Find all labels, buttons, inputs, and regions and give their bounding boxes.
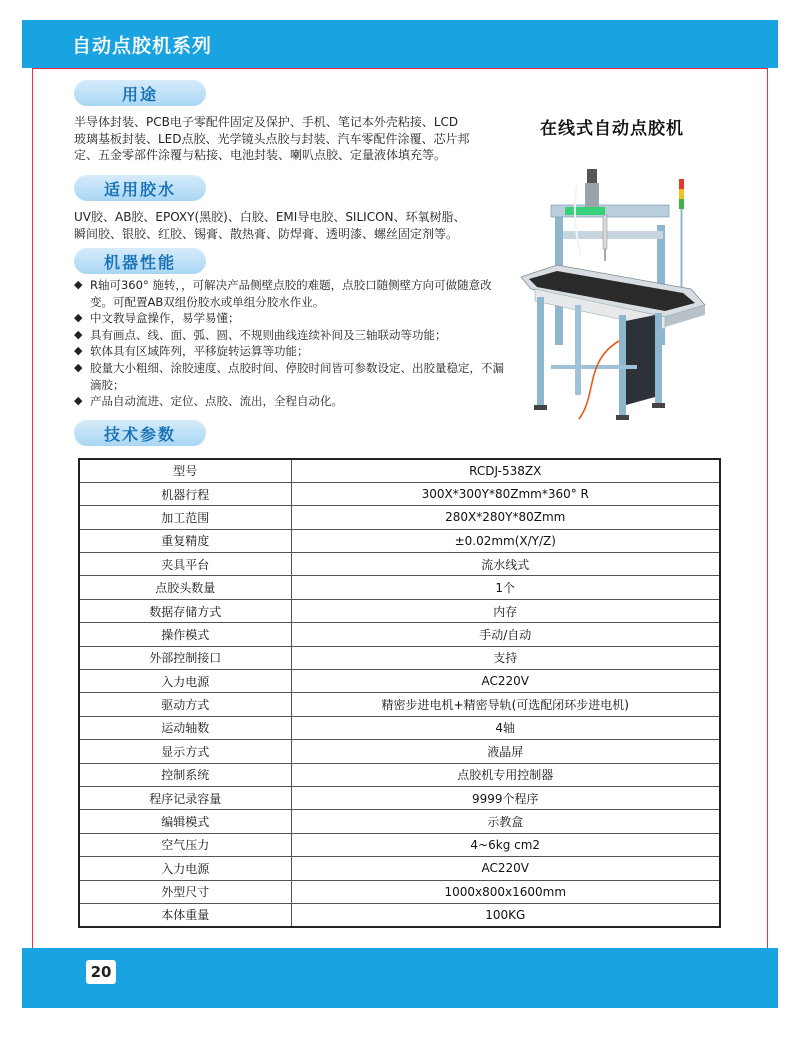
spec-label: 重复精度: [79, 529, 291, 552]
spec-value: 点胶机专用控制器: [291, 763, 720, 786]
table-row: [79, 716, 720, 739]
table-row: [79, 833, 720, 856]
diamond-bullet-icon: ◆: [74, 344, 83, 358]
spec-label: 外型尺寸: [79, 880, 291, 903]
table-row: [79, 623, 720, 646]
table-row: [79, 903, 720, 927]
spec-value: 示教盒: [291, 810, 720, 833]
list-item: ◆ 中文教导盒操作，易学易懂；: [74, 311, 240, 326]
machine-title: 在线式自动点胶机: [540, 119, 684, 139]
spec-label: 编辑模式: [79, 810, 291, 833]
list-item: ◆ 胶量大小粗细、涂胶速度、点胶时间、停胶时间皆可参数设定、出胶量稳定，不漏滴胶；: [74, 360, 504, 392]
page-number: 20: [86, 960, 116, 984]
table-row: [79, 646, 720, 669]
diamond-bullet-icon: ◆: [74, 311, 83, 325]
spec-value: RCDJ-538ZX: [291, 459, 720, 482]
spec-value: 1个: [291, 576, 720, 599]
syringe: [603, 215, 607, 249]
spec-label: 控制系统: [79, 763, 291, 786]
spec-value: 4~6kg cm2: [291, 833, 720, 856]
section-usage-heading: 用途: [74, 80, 206, 106]
spec-value: ±0.02mm(X/Y/Z): [291, 529, 720, 552]
usage-text: 半导体封装、PCB电子零配件固定及保护、手机、笔记本外壳粘接、LCD玻璃基板封装、LED点胶、光学镜头点胶与封装、汽车零配件涂覆、芯片邦定、五金零部件涂覆与粘接、电池封装、喇叭点胶、定量液体填充等。: [74, 115, 470, 162]
glue-text: UV胶、AB胶、EPOXY(黑胶)、白胶、EMI导电胶、SILICON、环氧树脂、瞬间胶、银胶、红胶、锡膏、散热膏、防焊膏、透明漆、螺丝固定剂等。: [74, 210, 466, 241]
spec-value: AC220V: [291, 857, 720, 880]
section-performance-heading: 机器性能: [74, 248, 206, 274]
table-row: [79, 763, 720, 786]
spec-value: 内存: [291, 599, 720, 622]
frame-line-right: [767, 68, 768, 948]
table-row: [79, 599, 720, 622]
table-row: [79, 880, 720, 903]
diamond-bullet-icon: ◆: [74, 360, 83, 374]
spec-value: 流水线式: [291, 553, 720, 576]
signal-light-green: [679, 199, 684, 209]
foot: [534, 405, 547, 410]
table-row: [79, 810, 720, 833]
frame-line-left: [32, 68, 33, 948]
section-glue-heading: 适用胶水: [74, 175, 206, 201]
performance-list: [74, 277, 504, 410]
list-item: ◆ 具有画点、线、面、弧、圆、不规则曲线连续补间及三轴联动等功能；: [74, 327, 447, 342]
frame-line-top: [32, 68, 768, 69]
spec-label: 入力电源: [79, 857, 291, 880]
spec-value: 1000x800x1600mm: [291, 880, 720, 903]
spec-value: 9999个程序: [291, 786, 720, 809]
spec-value: 支持: [291, 646, 720, 669]
table-row: [79, 529, 720, 552]
section-params-heading: 技术参数: [74, 420, 206, 446]
leg-back-left: [575, 305, 581, 395]
table-row: [79, 693, 720, 716]
spec-label: 数据存储方式: [79, 599, 291, 622]
spec-label: 程序记录容量: [79, 786, 291, 809]
spec-value: 液晶屏: [291, 740, 720, 763]
foot: [616, 415, 629, 420]
table-row: [79, 670, 720, 693]
spec-value: 280X*280Y*80Zmm: [291, 506, 720, 529]
leg-back-right: [655, 313, 662, 403]
spec-label: 夹具平台: [79, 553, 291, 576]
spec-label: 加工范围: [79, 506, 291, 529]
control-box: [626, 315, 655, 405]
dispense-motor: [587, 169, 597, 183]
air-hose: [575, 185, 581, 255]
spec-value: AC220V: [291, 670, 720, 693]
table-row: [79, 482, 720, 505]
spec-value: 4轴: [291, 716, 720, 739]
dispensing-machine-illustration: [515, 165, 720, 427]
table-row: [79, 740, 720, 763]
spec-value: 精密步进电机+精密导轨(可选配闭环步进电机): [291, 693, 720, 716]
list-item: ◆ 产品自动流进、定位、点胶、流出，全程自动化。: [74, 394, 343, 409]
table-row: [79, 857, 720, 880]
spec-label: 驱动方式: [79, 693, 291, 716]
spec-table-body: [79, 459, 720, 927]
footer-bar: [22, 948, 778, 1008]
power-cable: [579, 341, 619, 419]
list-item: ◆ R轴可360° 施转，，可解决产品侧壁点胶的难题，点胶口随侧壁方向可做随意改变。可配置AB双组份胶水或单组分胶水作业。: [74, 278, 492, 309]
page-title: 自动点胶机系列: [72, 35, 213, 57]
spec-value: 300X*300Y*80Zmm*360° R: [291, 482, 720, 505]
spec-label: 外部控制接口: [79, 646, 291, 669]
spec-label: 显示方式: [79, 740, 291, 763]
list-item: ◆ 软体具有区域阵列，平移旋转运算等功能；: [74, 344, 309, 359]
header-bar: [22, 20, 778, 68]
spec-label: 型号: [79, 459, 291, 482]
leg-front-left: [537, 297, 544, 405]
signal-light-yellow: [679, 189, 684, 199]
head-light: [565, 207, 605, 215]
signal-pole: [681, 209, 683, 289]
foot: [652, 403, 665, 408]
table-row: [79, 576, 720, 599]
spec-label: 点胶头数量: [79, 576, 291, 599]
table-row: [79, 553, 720, 576]
signal-light-red: [679, 179, 684, 189]
spec-value: 100KG: [291, 903, 720, 927]
table-row: [79, 786, 720, 809]
spec-label: 空气压力: [79, 833, 291, 856]
table-row: [79, 459, 720, 482]
spec-label: 机器行程: [79, 482, 291, 505]
spec-label: 运动轴数: [79, 716, 291, 739]
diamond-bullet-icon: ◆: [74, 278, 83, 291]
spec-value: 手动/自动: [291, 623, 720, 646]
spec-label: 入力电源: [79, 670, 291, 693]
diamond-bullet-icon: ◆: [74, 394, 83, 408]
spec-table: [78, 458, 721, 928]
lower-brace: [551, 365, 637, 369]
spec-label: 操作模式: [79, 623, 291, 646]
diamond-bullet-icon: ◆: [74, 327, 83, 341]
table-row: [79, 506, 720, 529]
spec-label: 本体重量: [79, 903, 291, 927]
